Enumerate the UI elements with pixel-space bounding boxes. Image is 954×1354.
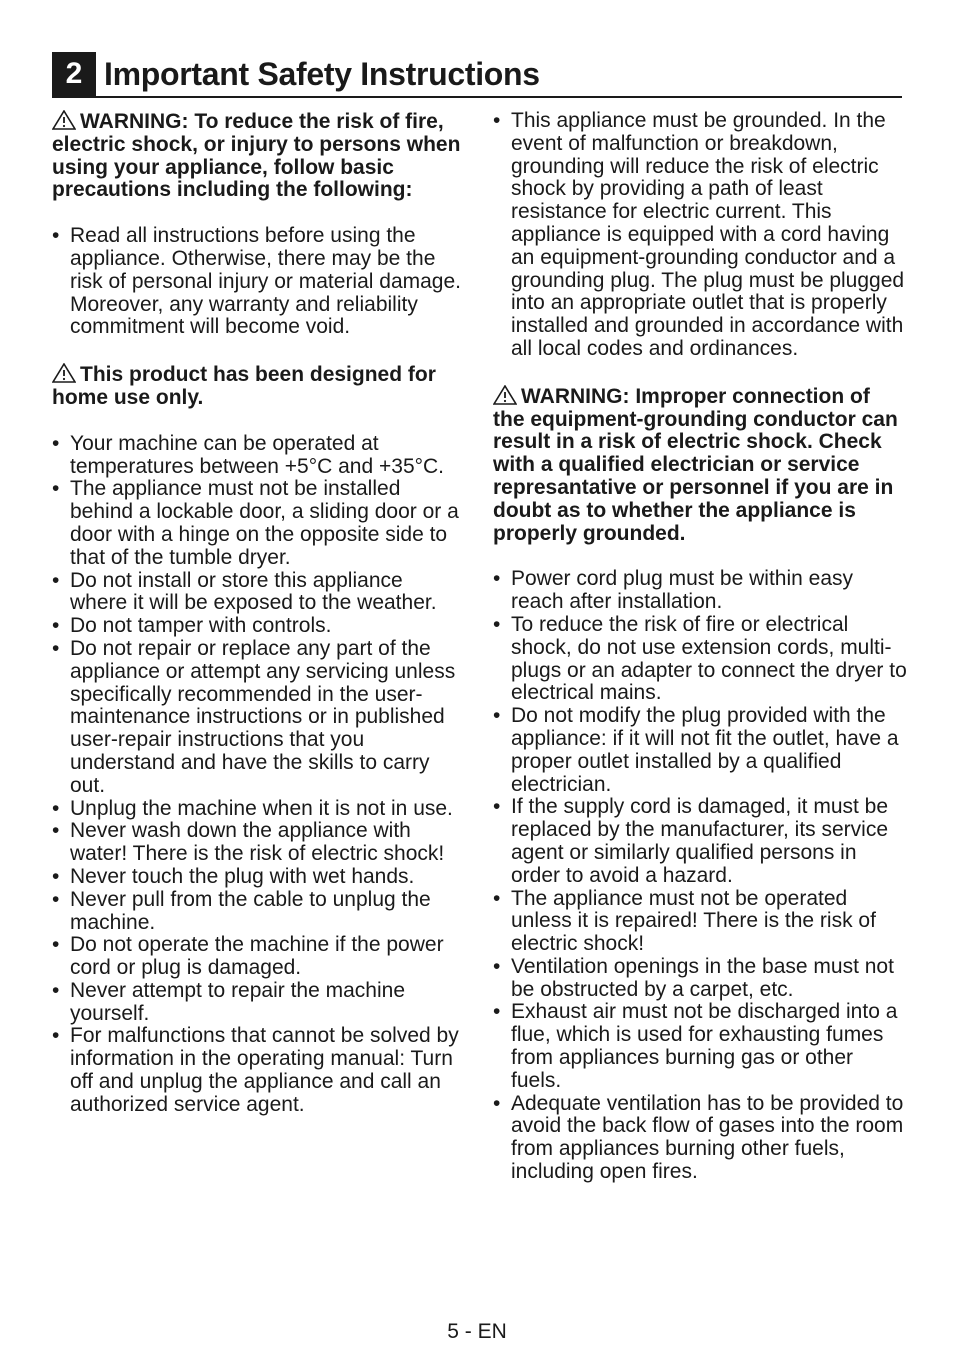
warning-fire-shock xyxy=(52,110,462,202)
instruction-list xyxy=(52,225,462,339)
instruction-list xyxy=(52,433,462,1117)
instruction-list xyxy=(493,568,907,1184)
page-title: Important Safety Instructions xyxy=(104,55,540,92)
list-item: • This appliance must be grounded. In the event of malfunction or breakdown, grounding will reduce the risk of electric shock by providing a path of least resistance for electric current. This appliance is equipped with a cord having an equipment-grounding conductor and a grounding plug. The plug must be plugged into an appropriate outlet that is properly installed and grounded in accordance with all local codes and ordinances. xyxy=(493,110,907,361)
list-item: • Do not repair or replace any part of the appliance or attempt any servicing unless specifically recommended in the user-maintenance instructions or in published user-repair instructions that you understand and have the skills to carry out. xyxy=(52,638,462,798)
warning-triangle-icon xyxy=(52,110,76,130)
warning-triangle-icon xyxy=(52,363,76,383)
warning-text: WARNING: Improper connection of the equipment-grounding conductor can result in a risk of electric shock. Check with a qualified electrician or service represantative or personnel if you are in doubt as to whether the appliance is properly grounded. xyxy=(493,384,898,545)
list-item: • Never pull from the cable to unplug the machine. xyxy=(52,889,462,935)
list-item: • Adequate ventilation has to be provided to avoid the back flow of gases into the room from appliances burning other fuels, including open fires. xyxy=(493,1093,907,1184)
list-item: • Exhaust air must not be discharged into a flue, which is used for exhausting fumes from appliances burning gas or other fuels. xyxy=(493,1001,907,1092)
list-item: • Ventilation openings in the base must not be obstructed by a carpet, etc. xyxy=(493,956,907,1002)
list-item: • Do not modify the plug provided with the appliance: if it will not fit the outlet, have a proper outlet installed by a qualified electrician. xyxy=(493,705,907,796)
list-item: • Read all instructions before using the appliance. Otherwise, there may be the risk of personal injury or material damage. Moreover, any warranty and reliability commitment will become void. xyxy=(52,225,462,339)
list-item: • Power cord plug must be within easy reach after installation. xyxy=(493,568,907,614)
list-item: • Never wash down the appliance with water! There is the risk of electric shock! xyxy=(52,820,462,866)
section-header xyxy=(52,52,902,98)
list-item: • Do not install or store this appliance where it will be exposed to the weather. xyxy=(52,570,462,616)
list-item: • Do not operate the machine if the power cord or plug is damaged. xyxy=(52,934,462,980)
warning-triangle-icon xyxy=(493,385,517,405)
list-item: • To reduce the risk of fire or electrical shock, do not use extension cords, multi-plugs or an adapter to connect the dryer to electrical mains. xyxy=(493,614,907,705)
warning-grounding xyxy=(493,385,907,546)
list-item: • For malfunctions that cannot be solved by information in the operating manual: Turn off and unplug the appliance and call an authorized service agent. xyxy=(52,1025,462,1116)
list-item: • Your machine can be operated at temperatures between +5°C and +35°C. xyxy=(52,433,462,479)
chapter-number: 2 xyxy=(52,52,96,96)
warning-home-use xyxy=(52,363,462,410)
left-column xyxy=(52,110,462,1141)
right-column xyxy=(493,110,907,1208)
warning-text: This product has been designed for home use only. xyxy=(52,363,436,409)
warning-text: WARNING: To reduce the risk of fire, electric shock, or injury to persons when using your appliance, follow basic precautions including the following: xyxy=(52,110,461,202)
list-item: • Unplug the machine when it is not in use. xyxy=(52,798,462,821)
list-item: • The appliance must not be operated unless it is repaired! There is the risk of electric shock! xyxy=(493,888,907,956)
instruction-list xyxy=(493,110,907,361)
list-item: • The appliance must not be installed behind a lockable door, a sliding door or a door with a hinge on the opposite side to that of the tumble dryer. xyxy=(52,478,462,569)
list-item: • Never touch the plug with wet hands. xyxy=(52,866,462,889)
list-item: • If the supply cord is damaged, it must be replaced by the manufacturer, its service agent or similarly qualified persons in order to avoid a hazard. xyxy=(493,796,907,887)
page-number: 5 - EN xyxy=(447,1320,507,1343)
list-item: • Never attempt to repair the machine yourself. xyxy=(52,980,462,1026)
list-item: • Do not tamper with controls. xyxy=(52,615,462,638)
